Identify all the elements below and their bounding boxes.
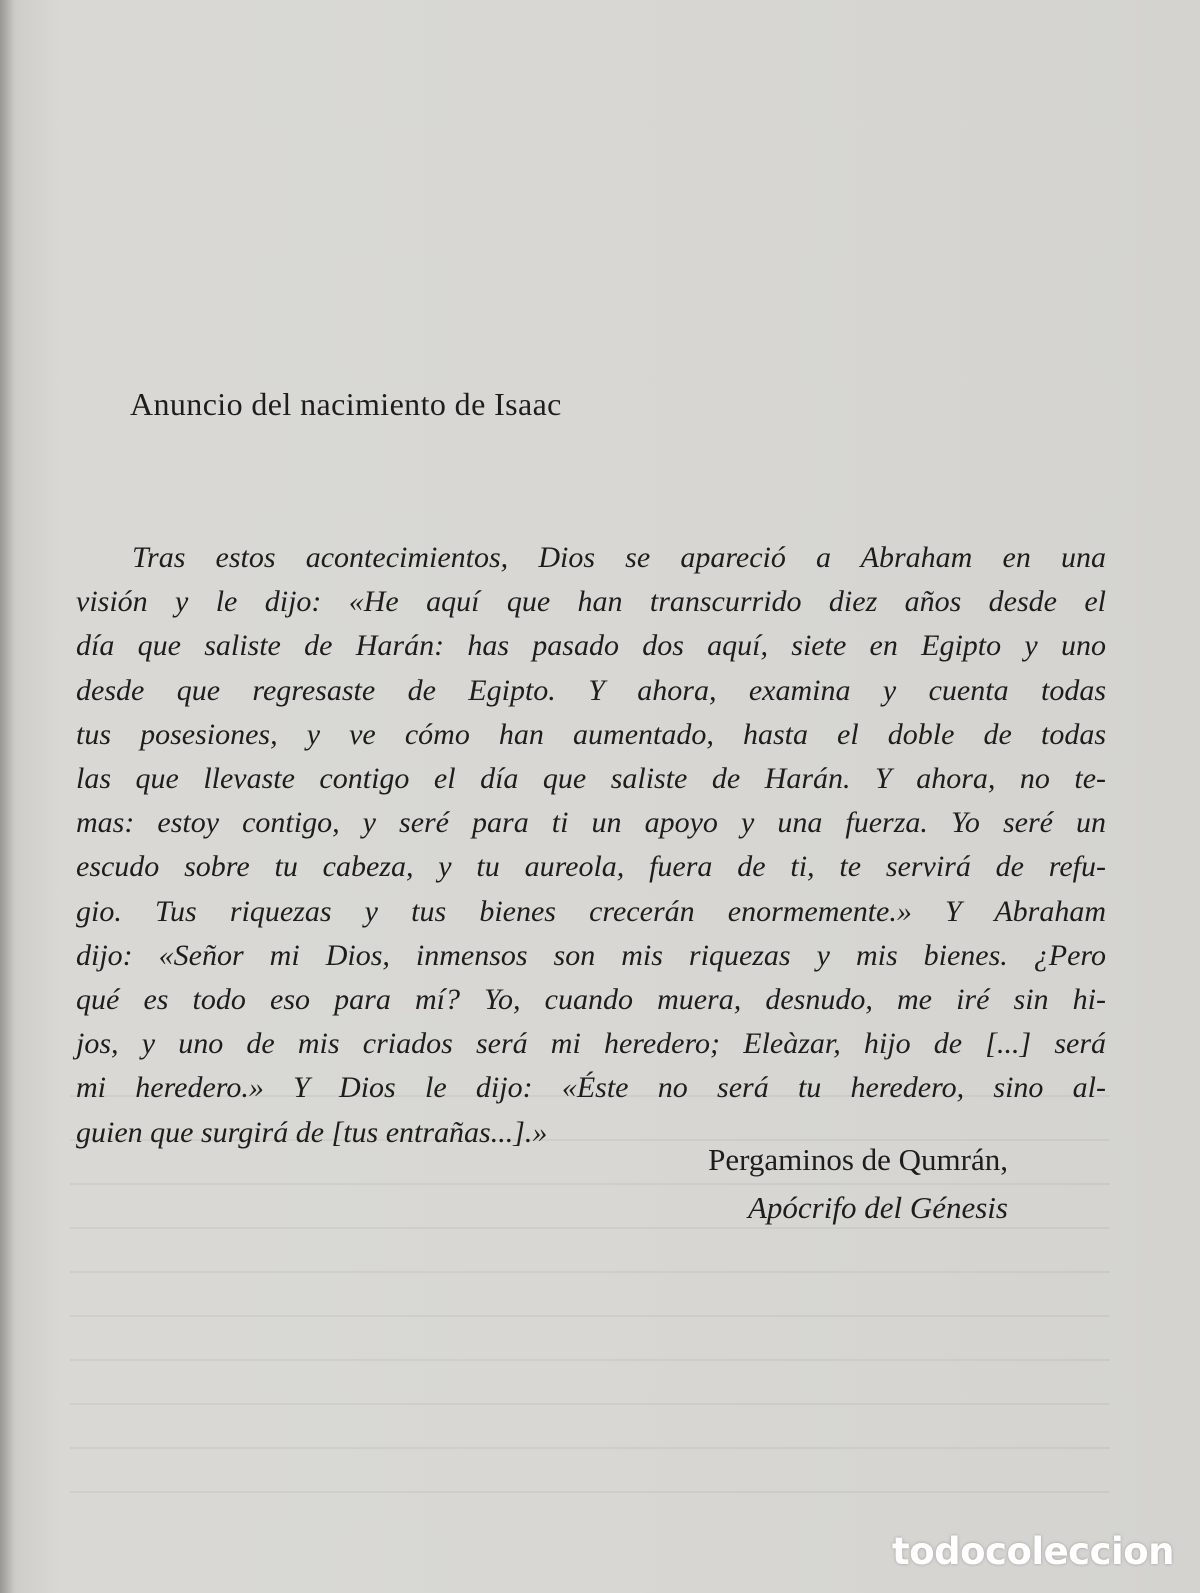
epigraph-line: mi heredero.» Y Dios le dijo: «Éste no será tu heredero, sino al-	[76, 1071, 1106, 1105]
epigraph-line: visión y le dijo: «He aquí que han transcurrido diez años desde el	[76, 585, 1106, 619]
epigraph-line: Tras estos acontecimientos, Dios se apareció a Abraham en una	[132, 541, 1106, 574]
epigraph-line: guien que surgirá de [tus entrañas...].»	[76, 1115, 548, 1149]
epigraph-line: gio. Tus riquezas y tus bienes crecerán enormemente.» Y Abraham	[76, 894, 1106, 928]
epigraph-line: tus posesiones, y ve cómo han aumentado, hasta el doble de todas	[76, 717, 1106, 751]
epigraph-line: qué es todo eso para mí? Yo, cuando muera, desnudo, me iré sin hi-	[76, 983, 1106, 1017]
epigraph-text	[76, 536, 1106, 1155]
epigraph-line: desde que regresaste de Egipto. Y ahora, examina y cuenta todas	[76, 673, 1106, 707]
epigraph-line: mas: estoy contigo, y seré para ti un apoyo y una fuerza. Yo seré un	[76, 806, 1106, 840]
attribution-work-title: Apócrifo del Génesis	[747, 1190, 1008, 1225]
epigraph-line: las que llevaste contigo el día que saliste de Harán. Y ahora, no te-	[76, 762, 1106, 796]
epigraph-line: escudo sobre tu cabeza, y tu aureola, fuera de ti, te servirá de refu-	[76, 850, 1106, 884]
epigraph-line: dijo: «Señor mi Dios, inmensos son mis riquezas y mis bienes. ¿Pero	[76, 938, 1106, 972]
section-heading: Anuncio del nacimiento de Isaac	[130, 386, 562, 422]
attribution	[560, 1136, 1008, 1232]
attribution-source: Pergaminos de Qumrán,	[708, 1142, 1008, 1177]
watermark-logo: todocoleccion	[892, 1530, 1174, 1573]
epigraph-line: día que saliste de Harán: has pasado dos aquí, siete en Egipto y uno	[76, 629, 1106, 663]
epigraph-line: jos, y uno de mis criados será mi heredero; Eleàzar, hijo de [...] será	[76, 1027, 1106, 1061]
page-gutter-shadow	[0, 0, 14, 1593]
